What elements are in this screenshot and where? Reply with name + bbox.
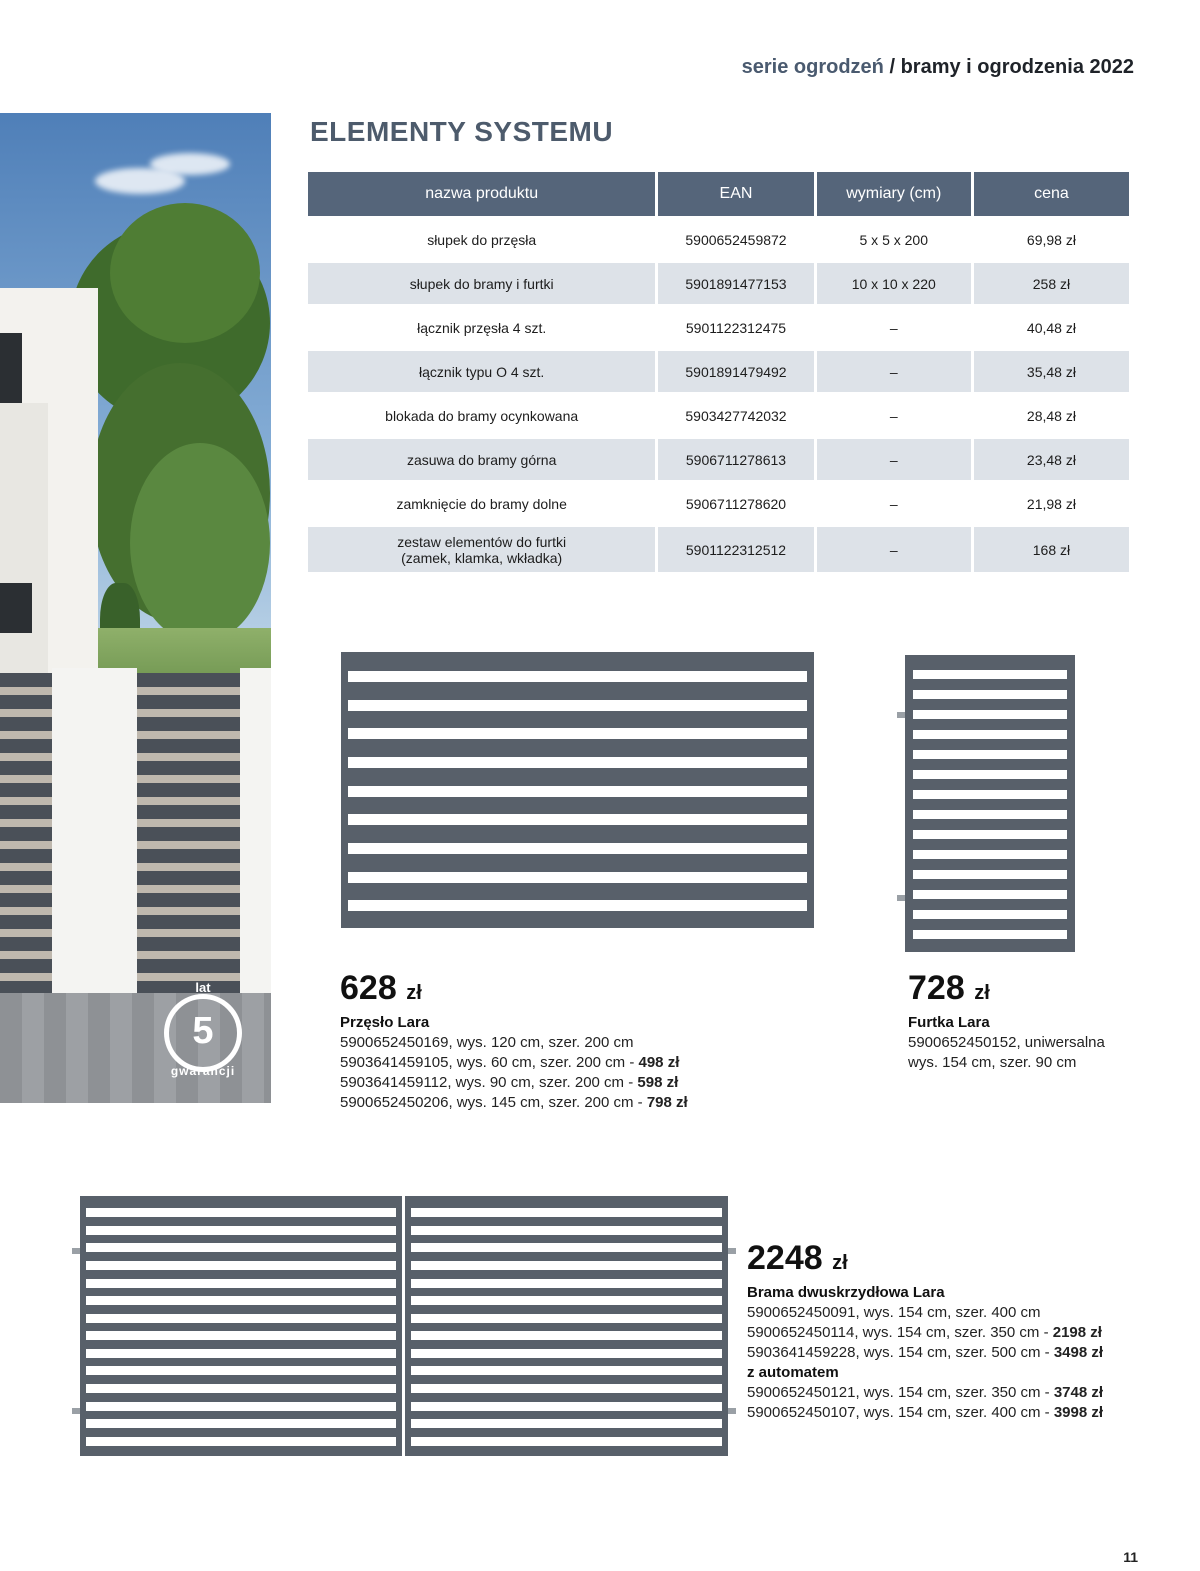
cell-dimensions: – (817, 527, 971, 572)
variant-text: 5903641459112, wys. 90 cm, szer. 200 cm - (340, 1074, 638, 1091)
product-name: Furtka Lara (908, 1014, 990, 1031)
fence-slat-gap (86, 1279, 396, 1288)
fence-slat-gap (913, 890, 1067, 899)
gate-hinge-icon (72, 1408, 80, 1414)
cell-ean: 5906711278620 (658, 483, 813, 524)
cell-price: 40,48 zł (974, 307, 1129, 348)
fence-slat-gap (913, 830, 1067, 839)
fence-slat-gap (411, 1243, 722, 1252)
double-gate-right-wing (405, 1196, 728, 1456)
product-name: Przęsło Lara (340, 1014, 430, 1031)
fence-slat-gap (913, 930, 1067, 939)
automatic-variant-label: z automatem (747, 1364, 839, 1381)
double-gate-left-wing (80, 1196, 402, 1456)
cell-dimensions: – (817, 439, 971, 480)
cell-ean: 5901122312512 (658, 527, 813, 572)
variant-text: 5900652450169, wys. 120 cm, szer. 200 cm (340, 1034, 634, 1051)
fence-slat-gap (86, 1402, 396, 1411)
variant-text: 5900652450114, wys. 154 cm, szer. 350 cm - (747, 1324, 1053, 1341)
fence-slat-gap (348, 900, 807, 911)
cell-price: 21,98 zł (974, 483, 1129, 524)
fence-slat-gap (86, 1366, 396, 1375)
fence-slat-gap (913, 810, 1067, 819)
cell-ean: 5901891479492 (658, 351, 813, 392)
fence-slat-gap (348, 671, 807, 682)
product-price: 728 zł (908, 969, 990, 1007)
gate-hinge-icon (897, 712, 905, 718)
variant-line (908, 1033, 1148, 1053)
variant-line (340, 1093, 760, 1113)
variant-line (340, 1053, 760, 1073)
cell-product-name: słupek do bramy i furtki (308, 263, 655, 304)
fence-slat-gap (348, 814, 807, 825)
variant-text: 5900652450152, uniwersalna (908, 1034, 1105, 1051)
fence-slat-gap (913, 730, 1067, 739)
fence-slat-gap (86, 1243, 396, 1252)
cell-dimensions: 5 x 5 x 200 (817, 219, 971, 260)
cell-dimensions: – (817, 351, 971, 392)
fence-slat-gap (411, 1384, 722, 1393)
product-brama-dwuskrzydlowa-lara (747, 1240, 1147, 1423)
warranty-years-label: lat (195, 980, 211, 995)
product-price: 2248 zł (747, 1239, 848, 1277)
warranty-text: gwarancji (170, 1064, 236, 1078)
cell-dimensions: – (817, 307, 971, 348)
cell-product-name: zasuwa do bramy górna (308, 439, 655, 480)
fence-slat-gap (348, 786, 807, 797)
fence-slat-gap (86, 1349, 396, 1358)
table-row (308, 527, 1129, 572)
section-title: ELEMENTY SYSTEMU (310, 116, 614, 147)
warranty-years-number: 5 (192, 1010, 214, 1052)
table-row (308, 483, 1129, 524)
cell-ean: 5901122312475 (658, 307, 813, 348)
cell-ean: 5900652459872 (658, 219, 813, 260)
table-row (308, 351, 1129, 392)
table-row (308, 263, 1129, 304)
table-row (308, 395, 1129, 436)
variant-price: 3498 zł (1053, 1344, 1104, 1361)
variant-line (747, 1303, 1147, 1323)
variant-price: 498 zł (638, 1054, 680, 1071)
fence-slat-gap (86, 1261, 396, 1270)
product-przeslo-lara (340, 970, 760, 1113)
fence-slat-gap (348, 843, 807, 854)
fence-slat-gap (86, 1331, 396, 1340)
cell-price: 258 zł (974, 263, 1129, 304)
variant-line (747, 1383, 1147, 1403)
fence-slat-gap (411, 1261, 722, 1270)
variant-price: 3998 zł (1053, 1404, 1104, 1421)
fence-slat-gap (86, 1437, 396, 1446)
cell-product-name: łącznik typu O 4 szt. (308, 351, 655, 392)
fence-slat-gap (86, 1419, 396, 1428)
gate-hinge-icon (897, 895, 905, 901)
cell-ean: 5906711278613 (658, 439, 813, 480)
cell-price: 23,48 zł (974, 439, 1129, 480)
fence-slat-gap (913, 670, 1067, 679)
cell-ean: 5901891477153 (658, 263, 813, 304)
variant-text: 5900652450206, wys. 145 cm, szer. 200 cm - (340, 1094, 647, 1111)
fence-slat-gap (411, 1314, 722, 1323)
fence-slat-gap (411, 1349, 722, 1358)
page-number: 11 (1123, 1549, 1138, 1565)
fence-slat-gap (913, 690, 1067, 699)
gate-hinge-icon (728, 1248, 736, 1254)
fence-slat-gap (411, 1279, 722, 1288)
gate-hinge-icon (728, 1408, 736, 1414)
cell-product-name: zestaw elementów do furtki (zamek, klamka, wkładka) (308, 527, 655, 572)
fence-slat-gap (913, 790, 1067, 799)
variant-price: 598 zł (637, 1074, 679, 1091)
fence-slat-gap (913, 910, 1067, 919)
product-variants (908, 1033, 1148, 1073)
fence-slat-gap (913, 750, 1067, 759)
header-price: cena (974, 172, 1129, 216)
header-dimensions: wymiary (cm) (817, 172, 971, 216)
table-row (308, 219, 1129, 260)
system-elements-table (305, 169, 1132, 575)
variant-line (340, 1073, 760, 1093)
warranty-badge (158, 980, 248, 1080)
product-variants (747, 1303, 1147, 1363)
table-row (308, 307, 1129, 348)
cell-product-name: blokada do bramy ocynkowana (308, 395, 655, 436)
automatic-variants (747, 1383, 1147, 1423)
fence-slat-gap (411, 1437, 722, 1446)
cell-product-name: łącznik przęsła 4 szt. (308, 307, 655, 348)
fence-slat-gap (86, 1208, 396, 1217)
fence-slat-gap (913, 770, 1067, 779)
variant-text: 5903641459105, wys. 60 cm, szer. 200 cm - (340, 1054, 639, 1071)
fence-slat-gap (411, 1419, 722, 1428)
fence-slat-gap (411, 1402, 722, 1411)
fence-slat-gap (86, 1226, 396, 1235)
wicket-gate-drawing (905, 655, 1075, 952)
fence-slat-gap (913, 850, 1067, 859)
variant-price: 2198 zł (1052, 1324, 1102, 1341)
running-header (742, 56, 1134, 79)
fence-slat-gap (348, 872, 807, 883)
cell-ean: 5903427742032 (658, 395, 813, 436)
variant-text: wys. 154 cm, szer. 90 cm (908, 1054, 1077, 1071)
header-ean: EAN (658, 172, 813, 216)
fence-slat-gap (411, 1366, 722, 1375)
variant-text: 5903641459228, wys. 154 cm, szer. 500 cm - (747, 1344, 1054, 1361)
fence-panel-drawing (341, 652, 814, 928)
fence-lifestyle-photo (0, 113, 271, 1103)
cell-price: 69,98 zł (974, 219, 1129, 260)
header-catalog: / bramy i ogrodzenia 2022 (883, 56, 1134, 78)
variant-line (747, 1343, 1147, 1363)
fence-slat-gap (86, 1314, 396, 1323)
cell-dimensions: 10 x 10 x 220 (817, 263, 971, 304)
product-name: Brama dwuskrzydłowa Lara (747, 1284, 945, 1301)
cell-product-name: słupek do przęsła (308, 219, 655, 260)
fence-slat-gap (913, 870, 1067, 879)
cell-price: 28,48 zł (974, 395, 1129, 436)
cell-dimensions: – (817, 483, 971, 524)
variant-price: 798 zł (646, 1094, 688, 1111)
variant-line (908, 1053, 1148, 1073)
cell-price: 168 zł (974, 527, 1129, 572)
fence-slat-gap (411, 1208, 722, 1217)
variant-text: 5900652450121, wys. 154 cm, szer. 350 cm - (747, 1384, 1054, 1401)
variant-text: 5900652450107, wys. 154 cm, szer. 400 cm - (747, 1404, 1054, 1421)
cell-price: 35,48 zł (974, 351, 1129, 392)
product-price: 628 zł (340, 969, 422, 1007)
fence-slat-gap (411, 1226, 722, 1235)
product-variants (340, 1033, 760, 1113)
gate-hinge-icon (72, 1248, 80, 1254)
fence-slat-gap (86, 1296, 396, 1305)
cell-dimensions: – (817, 395, 971, 436)
variant-line (340, 1033, 760, 1053)
fence-slat-gap (348, 757, 807, 768)
variant-text: 5900652450091, wys. 154 cm, szer. 400 cm (747, 1304, 1041, 1321)
table-header-row (308, 172, 1129, 216)
fence-slat-gap (348, 700, 807, 711)
cell-product-name: zamknięcie do bramy dolne (308, 483, 655, 524)
fence-slat-gap (348, 728, 807, 739)
table-body (308, 219, 1129, 572)
header-series: serie ogrodzeń (741, 56, 884, 78)
header-product-name: nazwa produktu (308, 172, 655, 216)
variant-line (747, 1403, 1147, 1423)
fence-slat-gap (913, 710, 1067, 719)
fence-slat-gap (411, 1296, 722, 1305)
product-furtka-lara (908, 970, 1148, 1073)
table-row (308, 439, 1129, 480)
fence-slat-gap (86, 1384, 396, 1393)
fence-slat-gap (411, 1331, 722, 1340)
variant-price: 3748 zł (1053, 1384, 1104, 1401)
variant-line (747, 1323, 1147, 1343)
